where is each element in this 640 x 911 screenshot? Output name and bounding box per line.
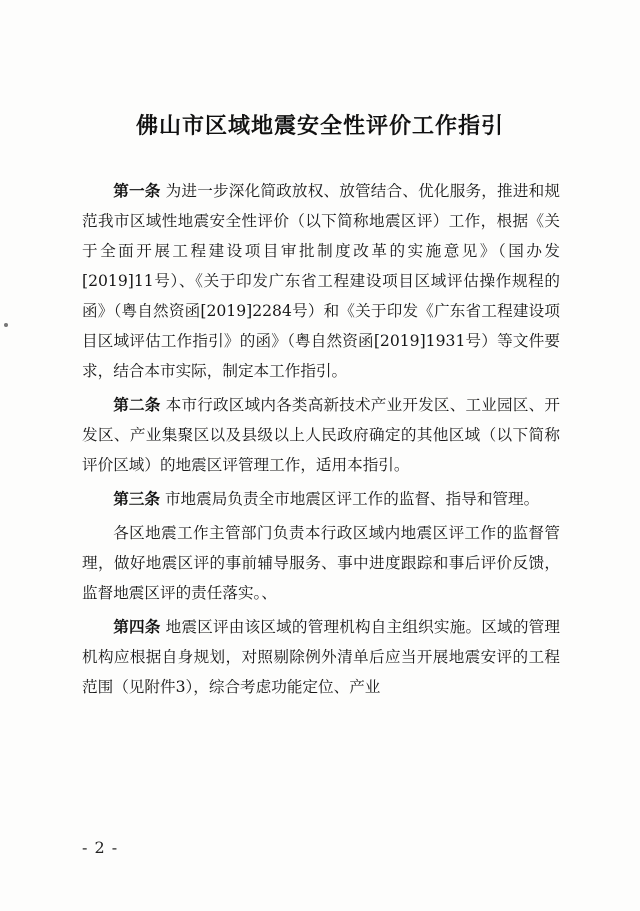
article-text: 市地震局负责全市地震区评工作的监督、指导和管理。 — [159, 490, 540, 508]
article-heading: 第二条 — [113, 396, 161, 414]
article-heading: 第一条 — [113, 182, 161, 200]
document-body — [82, 176, 560, 706]
paragraph-article-3 — [82, 484, 560, 514]
article-heading: 第四条 — [113, 618, 161, 636]
article-text: 各区地震工作主管部门负责本行政区域内地震区评工作的监督管理，做好地震区评的事前辅导服务、事中进度跟踪和事后评价反馈，监督地震区评的责任落实。、 — [82, 524, 560, 602]
page-number: - 2 - — [82, 838, 119, 857]
article-text: 地震区评由该区域的管理机构自主组织实施。区域的管理机构应根据自身规划，对照剔除例外清单后应当开展地震安评的工程范围（见附件3），综合考虑功能定位、产业 — [82, 618, 560, 696]
article-heading: 第三条 — [113, 490, 160, 508]
paragraph-article-3-cont — [82, 518, 560, 608]
paragraph-article-4 — [82, 612, 560, 702]
article-text: 为进一步深化简政放权、放管结合、优化服务，推进和规范我市区域性地震安全性评价（以下简称地震区评）工作，根据《关于全面开展工程建设项目审批制度改革的实施意见》（国办发[2019]11号）、《关于印发广东省工程建设项目区域评估操作规程的函》（粤自然资函[2019]2284号）和《关于印发《广东省工程建设项目区域评估工作指引》的函》（粤自然资函[2019]1931号）等文件要求，结合本市实际，制定本工作指引。 — [82, 182, 560, 380]
paragraph-article-1 — [82, 176, 560, 386]
article-text: 本市行政区域内各类高新技术产业开发区、工业园区、开发区、产业集聚区以及县级以上人民政府确定的其他区域（以下简称评价区域）的地震区评管理工作，适用本指引。 — [82, 396, 560, 474]
paragraph-article-2 — [82, 390, 560, 480]
document-title: 佛山市区域地震安全性评价工作指引 — [135, 113, 504, 139]
scan-mark — [4, 323, 8, 327]
